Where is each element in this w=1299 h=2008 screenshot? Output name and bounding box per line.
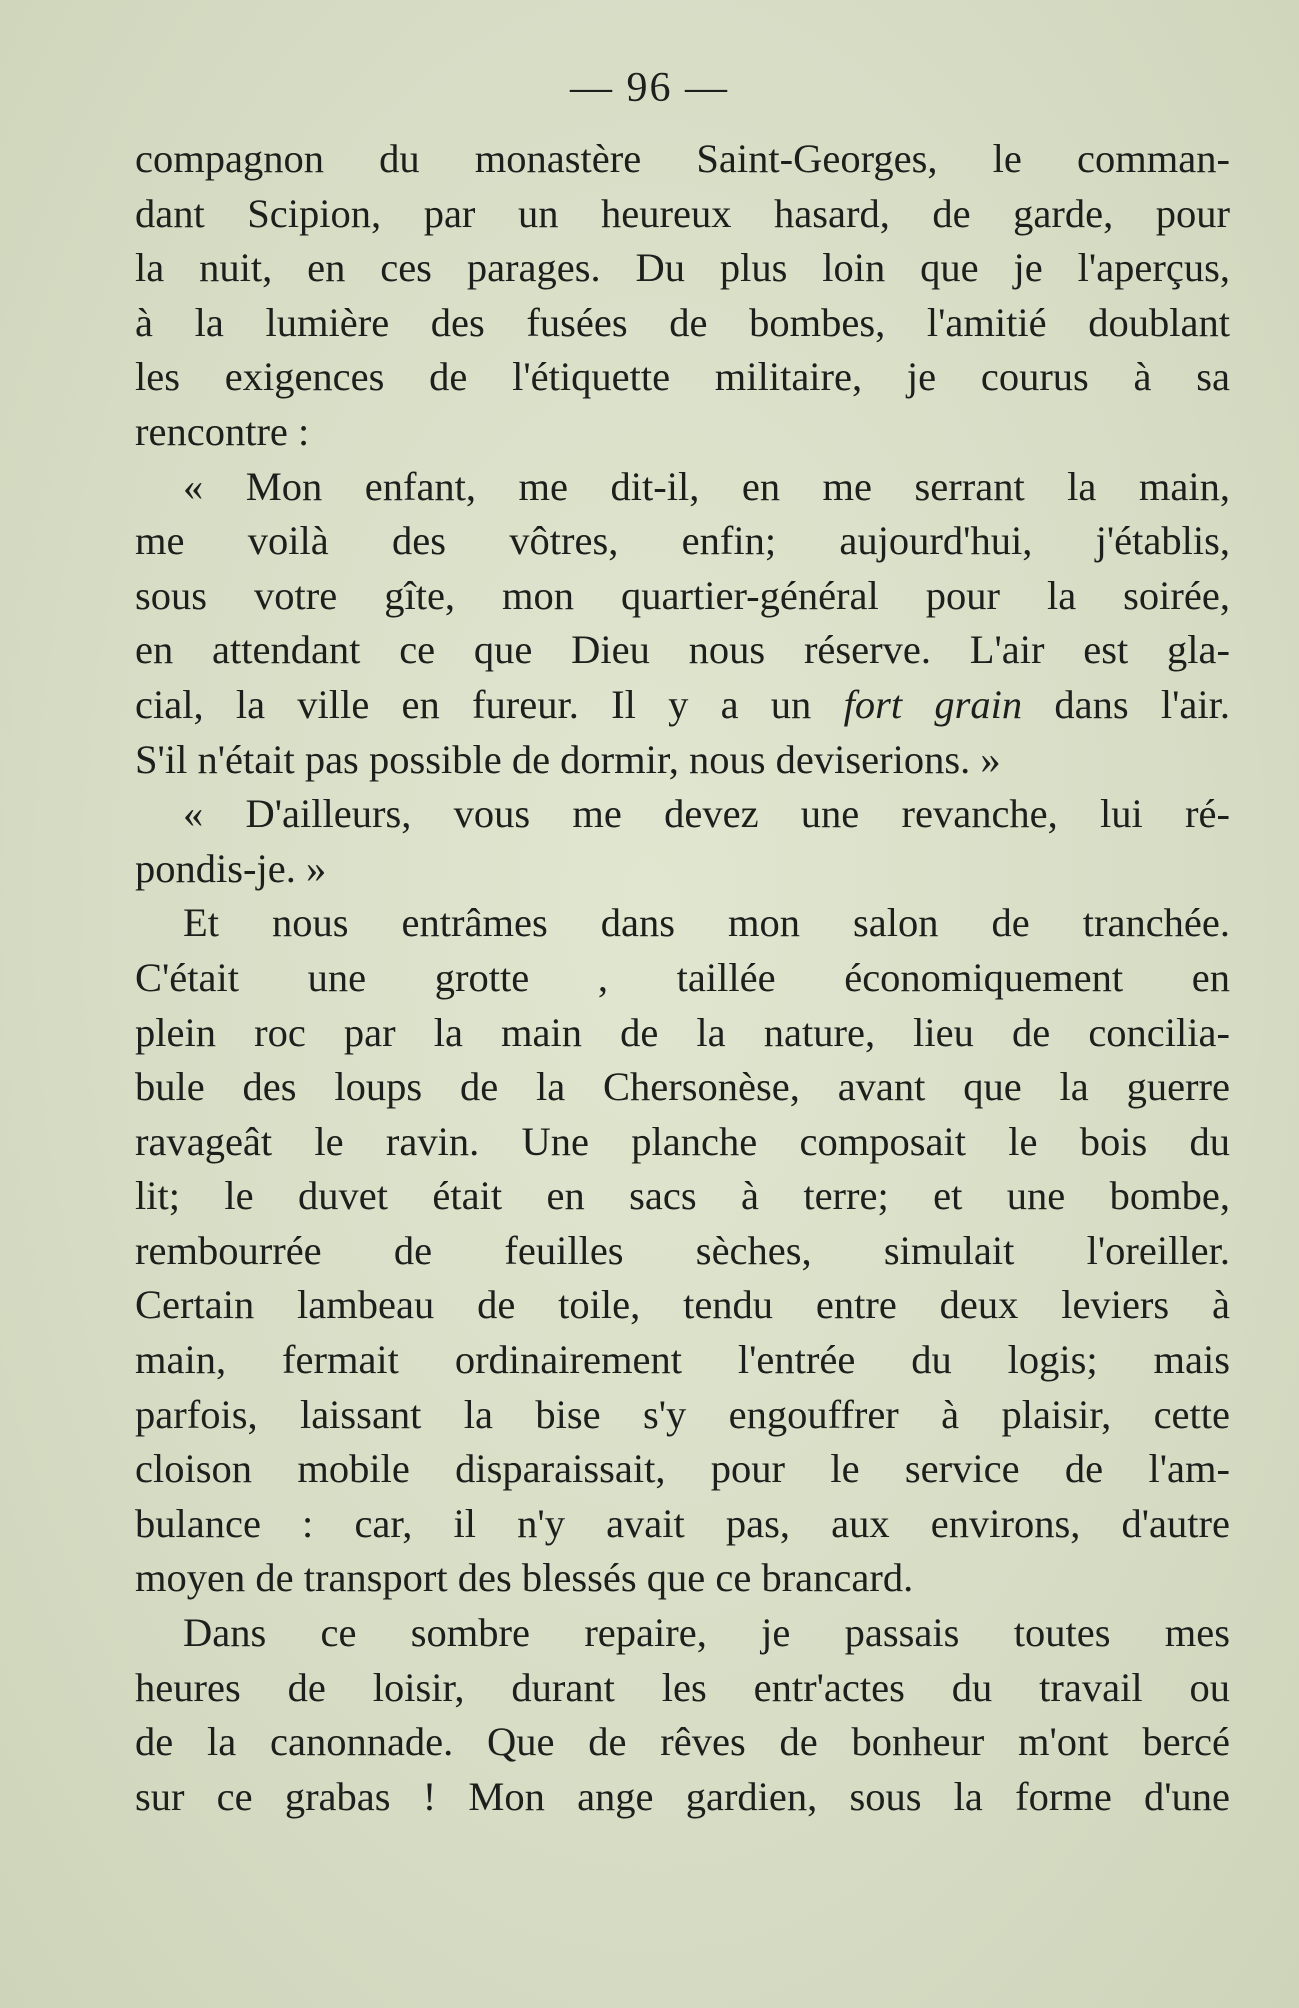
text-line: Certain lambeau de toile, tendu entre deux leviers à <box>135 1282 1230 1328</box>
text-line: Dans ce sombre repaire, je passais toutes mes <box>183 1610 1230 1656</box>
text-line: heures de loisir, durant les entr'actes du travail ou <box>135 1664 1230 1710</box>
text-line: « D'ailleurs, vous me devez une revanche, lui ré- <box>183 791 1230 837</box>
text-line: C'était une grotte , taillée économiquement en <box>135 954 1230 1000</box>
text-line: ravageât le ravin. Une planche composait le bois du <box>135 1118 1230 1164</box>
text-line: parfois, laissant la bise s'y engouffrer à plaisir, cette <box>135 1391 1230 1437</box>
text-line: bulance : car, il n'y avait pas, aux environs, d'autre <box>135 1500 1230 1546</box>
text-line: la nuit, en ces parages. Du plus loin que je l'aperçus, <box>135 245 1230 291</box>
text-line: « Mon enfant, me dit-il, en me serrant la main, <box>183 463 1230 509</box>
page-number: — 96 — <box>570 65 729 111</box>
body-text <box>135 132 1230 1824</box>
text-line: main, fermait ordinairement l'entrée du logis; mais <box>135 1337 1230 1383</box>
text-line <box>135 678 1230 733</box>
text-line: pondis-je. » <box>135 845 327 891</box>
text-line: S'il n'était pas possible de dormir, nous deviserions. » <box>135 736 1001 782</box>
text-line: rembourrée de feuilles sèches, simulait l'oreiller. <box>135 1227 1230 1273</box>
text-line: les exigences de l'étiquette militaire, je courus à sa <box>135 354 1230 400</box>
text-line: compagnon du monastère Saint-Georges, le comman- <box>135 136 1230 181</box>
text-line: bule des loups de la Chersonèse, avant que la guerre <box>135 1064 1230 1110</box>
text-segment: cial, la ville en fureur. Il y a un <box>135 681 844 727</box>
text-line: rencontre : <box>135 408 310 454</box>
text-line: sur ce grabas ! Mon ange gardien, sous la forme d'une <box>135 1773 1230 1819</box>
text-line: en attendant ce que Dieu nous réserve. L'air est gla- <box>135 627 1230 673</box>
text-line: à la lumière des fusées de bombes, l'amitié doublant <box>135 299 1230 345</box>
text-segment: dans l'air. <box>1022 681 1230 727</box>
text-line: lit; le duvet était en sacs à terre; et une bombe, <box>135 1173 1230 1219</box>
text-line: plein roc par la main de la nature, lieu de concilia- <box>135 1009 1230 1055</box>
text-line: dant Scipion, par un heureux hasard, de garde, pour <box>135 190 1230 236</box>
italic-phrase: fort grain <box>843 681 1023 727</box>
text-line: cloison mobile disparaissait, pour le service de l'am- <box>135 1446 1230 1492</box>
text-line: moyen de transport des blessés que ce brancard. <box>135 1555 914 1601</box>
text-line: me voilà des vôtres, enfin; aujourd'hui, j'établis, <box>135 518 1230 564</box>
text-line: Et nous entrâmes dans mon salon de tranchée. <box>183 900 1230 946</box>
text-line: sous votre gîte, mon quartier-général pour la soirée, <box>135 572 1230 618</box>
text-line: de la canonnade. Que de rêves de bonheur m'ont bercé <box>135 1719 1230 1765</box>
